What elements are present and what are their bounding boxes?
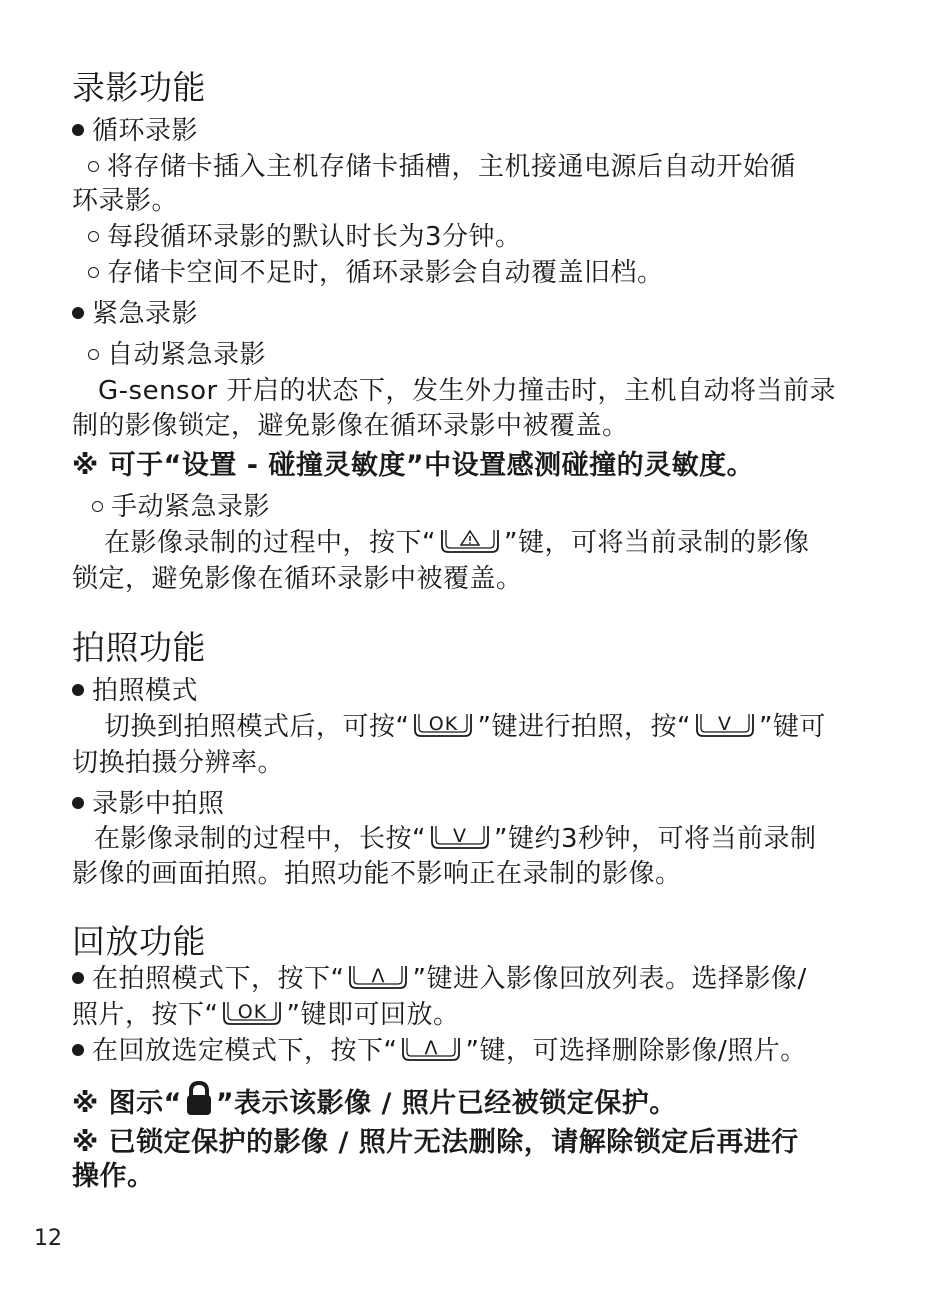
loop-text-1b: 环录影。 — [72, 186, 179, 216]
bullet-dot — [72, 972, 84, 984]
playback-text-3: 在回放选定模式下，按下“ Λ ”键，可选择删除影像/照片。 — [72, 1034, 807, 1068]
lock-icon — [184, 1080, 214, 1118]
bullet-dot — [72, 1044, 84, 1056]
photo-inrec-text-2: 影像的画面拍照。拍照功能不影响正在录制的影像。 — [72, 859, 682, 889]
loop-item-3 — [88, 256, 664, 290]
bullet-dot — [72, 684, 84, 696]
photo-mode-title: 拍照模式 — [92, 676, 199, 706]
bullet-dot — [72, 797, 84, 809]
manual-emergency — [92, 490, 270, 524]
section-title-playback: 回放功能 — [72, 922, 206, 961]
loop-text-1a: 将存储卡插入主机存储卡插槽，主机接通电源后自动开始循 — [107, 152, 797, 182]
emergency-title: 紧急录影 — [92, 299, 199, 329]
bullet-dot — [72, 307, 84, 319]
auto-title: 自动紧急录影 — [107, 340, 267, 370]
photo-inrec-title: 录影中拍照 — [92, 789, 225, 819]
sub-bullet — [88, 349, 99, 360]
down-key: V — [693, 711, 757, 739]
photo-inrec-text-1: 在影像录制的过程中，长按“ V ”键约3秒钟，可将当前录制 — [94, 824, 817, 854]
photo-mode-text-1: 切换到拍照模式后，可按“ OK ”键进行拍照，按“ V ”键可 — [104, 712, 826, 742]
auto-text-1a: G-sensor 开启的状态下，发生外力撞击时，主机自动将当前录 — [98, 376, 836, 406]
section-title-recording: 录影功能 — [72, 68, 206, 107]
playback-text-1: 在拍照模式下，按下“ Λ ”键进入影像回放列表。选择影像/ — [72, 962, 807, 996]
bullet-emergency-recording — [72, 297, 198, 331]
note-lock-icon: ※ 图示“ ”表示该影像 / 照片已经被锁定保护。 — [72, 1080, 677, 1121]
note-locked-delete-b: 操作。 — [72, 1161, 155, 1192]
warning-triangle-icon — [438, 527, 502, 555]
playback-text-2: 照片，按下“ OK ”键即可回放。 — [72, 1000, 460, 1030]
sub-bullet — [88, 267, 99, 278]
auto-emergency — [88, 338, 266, 372]
note-locked-delete-a: ※ 已锁定保护的影像 / 照片无法删除，请解除锁定后再进行 — [72, 1127, 799, 1158]
bullet-dot — [72, 124, 84, 136]
loop-text-2: 每段循环录影的默认时长为3分钟。 — [107, 222, 522, 252]
up-key: Λ — [346, 963, 410, 991]
loop-title: 循环录影 — [92, 116, 199, 146]
ok-key: OK — [220, 999, 284, 1027]
auto-text-1b: 制的影像锁定，避免影像在循环录影中被覆盖。 — [72, 411, 629, 441]
bullet-photo-mode — [72, 674, 198, 708]
sub-bullet — [88, 231, 99, 242]
bullet-loop-recording — [72, 114, 198, 148]
sub-bullet — [92, 501, 103, 512]
loop-text-3: 存储卡空间不足时，循环录影会自动覆盖旧档。 — [107, 258, 664, 288]
bullet-photo-in-recording — [72, 787, 225, 821]
loop-item-2 — [88, 220, 522, 254]
page-number: 12 — [34, 1226, 62, 1251]
ok-key: OK — [411, 711, 475, 739]
manual-text-1b: 锁定，避免影像在循环录影中被覆盖。 — [72, 564, 523, 594]
manual-title: 手动紧急录影 — [111, 492, 271, 522]
up-key: Λ — [399, 1035, 463, 1063]
loop-item-1 — [88, 150, 796, 184]
section-title-photo: 拍照功能 — [72, 628, 206, 667]
emergency-key — [438, 527, 502, 555]
note-sensitivity: ※ 可于“设置 - 碰撞灵敏度”中设置感测碰撞的灵敏度。 — [72, 450, 755, 481]
photo-mode-text-2: 切换拍摄分辨率。 — [72, 748, 285, 778]
sub-bullet — [88, 161, 99, 172]
down-key: V — [428, 823, 492, 851]
manual-text-1a: 在影像录制的过程中，按下“ ”键，可将当前录制的影像 — [104, 528, 810, 558]
